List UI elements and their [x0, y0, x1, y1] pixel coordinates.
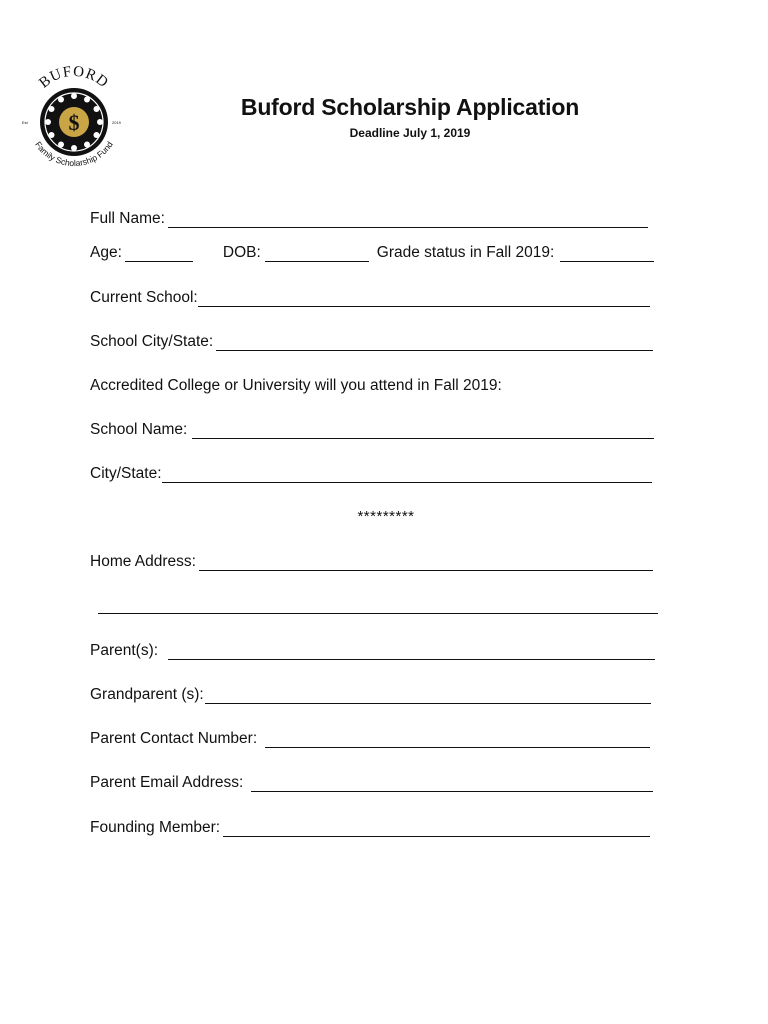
- parents-label: Parent(s):: [90, 642, 159, 659]
- college-prompt-label: Accredited College or University will you attend in Fall 2019:: [90, 377, 502, 394]
- city-state-label: City/State:: [90, 465, 162, 482]
- parent-contact-row: [90, 730, 650, 748]
- school-city-state-label: School City/State:: [90, 333, 214, 350]
- parent-email-row: [90, 774, 653, 792]
- founding-member-row: [90, 819, 650, 837]
- city-state-field[interactable]: [162, 467, 652, 483]
- parents-row: [90, 642, 655, 660]
- school-city-state-field[interactable]: [216, 335, 653, 351]
- grade-status-label: Grade status in Fall 2019:: [376, 244, 555, 261]
- grandparents-row: [90, 686, 651, 704]
- home-address-line2-field[interactable]: [98, 598, 658, 614]
- home-address-row: [90, 553, 653, 571]
- full-name-label: Full Name:: [90, 210, 165, 227]
- svg-text:BUFORD: BUFORD: [36, 63, 112, 92]
- page-title: Buford Scholarship Application: [240, 94, 580, 120]
- grandparents-label: Grandparent (s):: [90, 686, 204, 703]
- age-dob-grade-row: [90, 244, 654, 262]
- school-name-field[interactable]: [192, 423, 654, 439]
- parents-field[interactable]: [168, 644, 655, 660]
- college-prompt-row: [90, 377, 502, 395]
- section-separator: *********: [357, 508, 415, 525]
- parent-contact-label: Parent Contact Number:: [90, 730, 258, 747]
- grandparents-field[interactable]: [205, 688, 651, 704]
- svg-text:Family Scholarship Fund: Family Scholarship Fund: [33, 139, 115, 169]
- full-name-row: [90, 210, 648, 228]
- grade-status-field[interactable]: [560, 246, 654, 262]
- current-school-row: [90, 289, 650, 307]
- home-address-field[interactable]: [199, 555, 653, 571]
- parent-email-label: Parent Email Address:: [90, 774, 244, 791]
- school-name-label: School Name:: [90, 421, 188, 438]
- dob-field[interactable]: [265, 246, 369, 262]
- founding-member-label: Founding Member:: [90, 819, 221, 836]
- deadline-text: Deadline July 1, 2019: [349, 126, 471, 140]
- city-state-row: [90, 465, 652, 483]
- svg-text:$: $: [68, 110, 80, 135]
- svg-text:Est: Est: [22, 120, 28, 125]
- current-school-label: Current School:: [90, 289, 198, 306]
- home-address-line2-row: [98, 598, 658, 614]
- parent-email-field[interactable]: [251, 776, 653, 792]
- svg-text:2019: 2019: [112, 120, 121, 125]
- dob-label: DOB:: [222, 244, 261, 261]
- current-school-field[interactable]: [198, 291, 650, 307]
- parent-contact-field[interactable]: [265, 732, 650, 748]
- founding-member-field[interactable]: [223, 821, 650, 837]
- school-city-state-row: [90, 333, 653, 351]
- age-field[interactable]: [125, 246, 193, 262]
- school-name-row: [90, 421, 654, 439]
- age-label: Age:: [90, 244, 122, 261]
- full-name-field[interactable]: [168, 212, 648, 228]
- home-address-label: Home Address:: [90, 553, 196, 570]
